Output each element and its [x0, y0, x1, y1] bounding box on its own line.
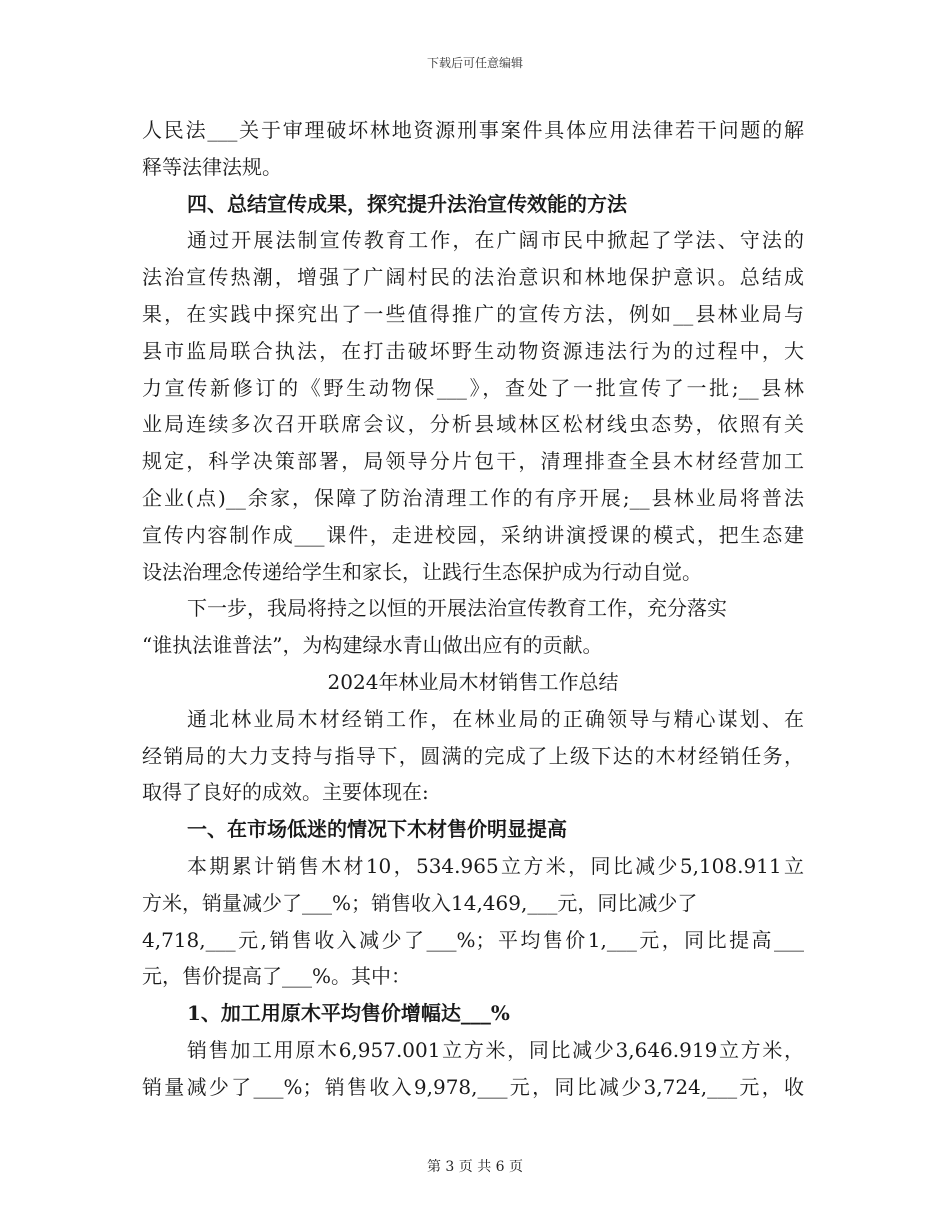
- line-text: 设法治理念传递给学生和家长，让践行生态保护成为行动自觉。: [142, 559, 702, 584]
- text-line: [142, 554, 804, 591]
- line-text: 元，售价提高了___%。其中：: [142, 964, 412, 989]
- heading-text: 1、加工用原木平均售价增幅达___%: [187, 1001, 510, 1026]
- line-text: 法治宣传热潮，增强了广阔村民的法治意识和林地保护意识。总结成: [142, 265, 804, 290]
- text-line: [142, 627, 804, 664]
- line-text: 通北林业局木材经销工作，在林业局的正确领导与精心谋划、在: [187, 706, 804, 731]
- text-line: [142, 443, 804, 480]
- line-text: 取得了良好的成效。主要体现在:: [142, 780, 429, 805]
- text-line: [142, 738, 804, 775]
- heading-text: 四、总结宣传成果，探究提升法治宣传效能的方法: [187, 191, 627, 216]
- line-text: 销售加工用原木6,957.001立方米，同比减少3,646.919立方米，: [187, 1037, 804, 1062]
- text-line: [142, 958, 804, 995]
- section-heading: [142, 186, 804, 223]
- line-text: 通过开展法制宣传教育工作，在广阔市民中掀起了学法、守法的: [187, 228, 804, 253]
- page-header: 下载后可任意编辑: [426, 56, 523, 70]
- line-text: 4,718,___元,销售收入减少了___%；平均售价1,___元，同比提高___: [142, 927, 804, 952]
- line-text: “谁执法谁普法”，为构建绿水青山做出应有的贡献。: [142, 633, 603, 658]
- subsection-heading: [142, 995, 804, 1032]
- text-line: [142, 517, 804, 554]
- line-text: 方米，销量减少了___%；销售收入14,469,___元，同比减少了: [142, 890, 698, 915]
- document-body: [142, 112, 804, 1106]
- text-line: [142, 1032, 804, 1069]
- text-line: [142, 112, 804, 149]
- line-text: 业局连续多次召开联席会议，分析县域林区松材线虫态势，依照有关: [142, 412, 804, 437]
- line-text: 释等法律法规。: [142, 154, 282, 179]
- text-line: [142, 848, 804, 885]
- text-line: [142, 1069, 804, 1106]
- page-footer: 第 3 页 共 6 页: [426, 1159, 524, 1175]
- text-line: [142, 922, 804, 959]
- line-text: 县市监局联合执法，在打击破坏野生动物资源违法行为的过程中，大: [142, 338, 804, 363]
- text-line: [142, 149, 804, 186]
- text-line: [142, 701, 804, 738]
- line-text: 企业(点)__余家，保障了防治清理工作的有序开展;__县林业局将普法: [142, 485, 804, 510]
- text-line: [142, 885, 804, 922]
- text-line: [142, 296, 804, 333]
- heading-text: 一、在市场低迷的情况下木材售价明显提高: [187, 817, 567, 842]
- text-line: [142, 222, 804, 259]
- title-text: 2024年林业局木材销售工作总结: [327, 669, 619, 694]
- text-line: [142, 370, 804, 407]
- line-text: 经销局的大力支持与指导下，圆满的完成了上级下达的木材经销任务，: [142, 743, 804, 768]
- text-line: [142, 774, 804, 811]
- text-line: [142, 333, 804, 370]
- line-text: 规定，科学决策部署，局领导分片包干，清理排查全县木材经营加工: [142, 449, 804, 474]
- line-text: 力宣传新修订的《野生动物保___》，查处了一批宣传了一批;__县林: [142, 375, 804, 400]
- line-text: 下一步，我局将持之以恒的开展法治宣传教育工作，充分落实: [187, 596, 727, 621]
- text-line: [142, 259, 804, 296]
- document-title: [142, 664, 804, 701]
- line-text: 人民法___关于审理破坏林地资源刑事案件具体应用法律若干问题的解: [142, 118, 804, 142]
- section-heading: [142, 811, 804, 848]
- text-line: [142, 480, 804, 517]
- line-text: 本期累计销售木材10，534.965立方米，同比减少5,108.911立: [187, 853, 804, 878]
- text-line: [142, 406, 804, 443]
- text-line: [142, 590, 804, 627]
- line-text: 果，在实践中探究出了一些值得推广的宣传方法，例如__县林业局与: [142, 301, 804, 326]
- line-text: 销量减少了___%；销售收入9,978,___元，同比减少3,724,___元，收: [142, 1074, 804, 1099]
- line-text: 宣传内容制作成___课件，走进校园，采纳讲演授课的模式，把生态建: [142, 522, 804, 547]
